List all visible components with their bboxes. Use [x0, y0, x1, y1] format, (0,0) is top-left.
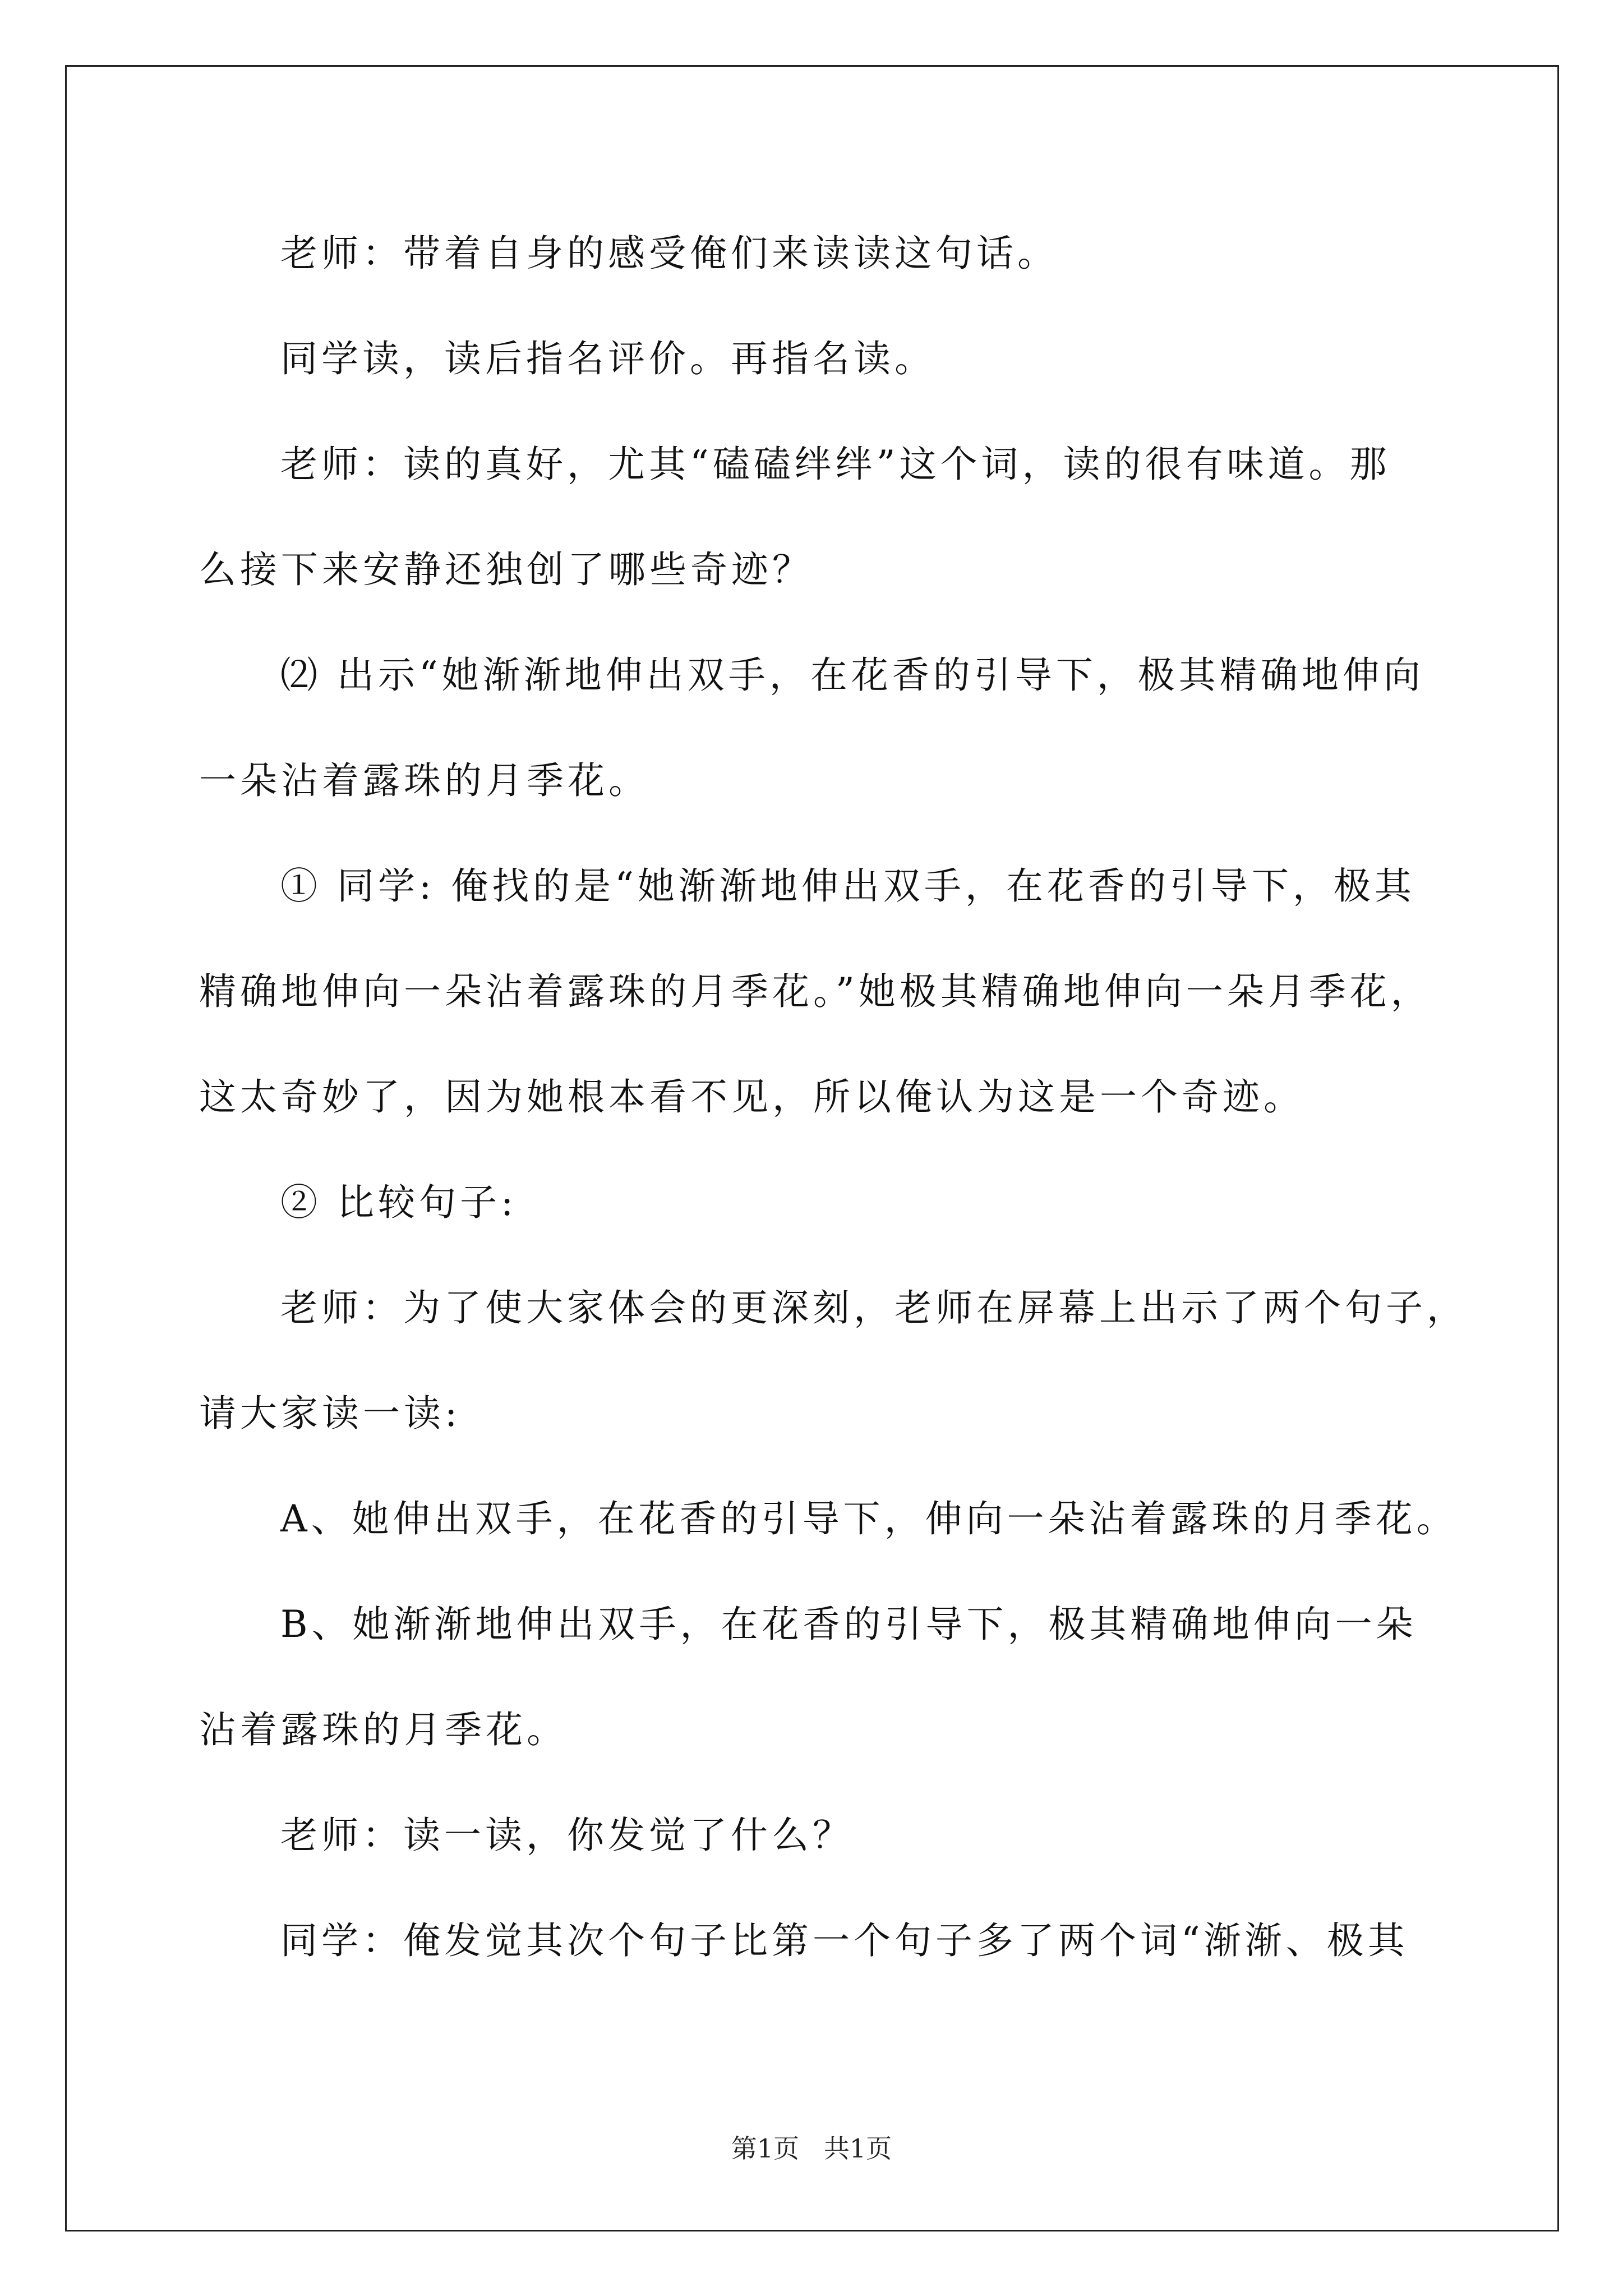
text-line: 同学读，读后指名评价。再指名读。 [280, 337, 935, 380]
text-line: 这太奇妙了，因为她根本看不见，所以俺认为这是一个奇迹。 [199, 1075, 1304, 1119]
text-line: 老师：读的真好，尤其“磕磕绊绊”这个词，读的很有味道。那 [280, 443, 1391, 486]
text-line: 同学：俺发觉其次个句子比第一个句子多了两个词“渐渐、极其 [280, 1919, 1409, 1962]
text-line: ① 同学: 俺找的是“她渐渐地伸出双手，在花香的引导下，极其 [280, 864, 1415, 908]
page-border [65, 65, 1559, 2231]
text-line: A、她伸出双手，在花香的引导下，伸向一朵沾着露珠的月季花。 [280, 1497, 1458, 1540]
text-line: 么接下来安静还独创了哪些奇迹？ [199, 548, 813, 591]
text-line: B、她渐渐地伸出双手，在花香的引导下，极其精确地伸向一朵 [280, 1603, 1417, 1646]
text-line: ② 比较句子: [280, 1181, 518, 1224]
text-line: 老师：读一读，你发觉了什么？ [280, 1814, 854, 1857]
text-line: 老师：为了使大家体会的更深刻，老师在屏幕上出示了两个句子， [280, 1286, 1468, 1329]
text-line: 沾着露珠的月季花。 [199, 1708, 568, 1751]
text-line: ⑵ 出示“她渐渐地伸出双手，在花香的引导下，极其精确地伸向 [280, 654, 1424, 697]
page-number-footer: 第1页 共1页 [731, 2133, 892, 2164]
text-line: 一朵沾着露珠的月季花。 [199, 759, 649, 802]
text-line: 精确地伸向一朵沾着露珠的月季花。”她极其精确地伸向一朵月季花， [199, 970, 1432, 1013]
text-line: 老师：带着自身的感受俺们来读读这句话。 [280, 232, 1058, 275]
text-line: 请大家读一读: [199, 1392, 462, 1435]
